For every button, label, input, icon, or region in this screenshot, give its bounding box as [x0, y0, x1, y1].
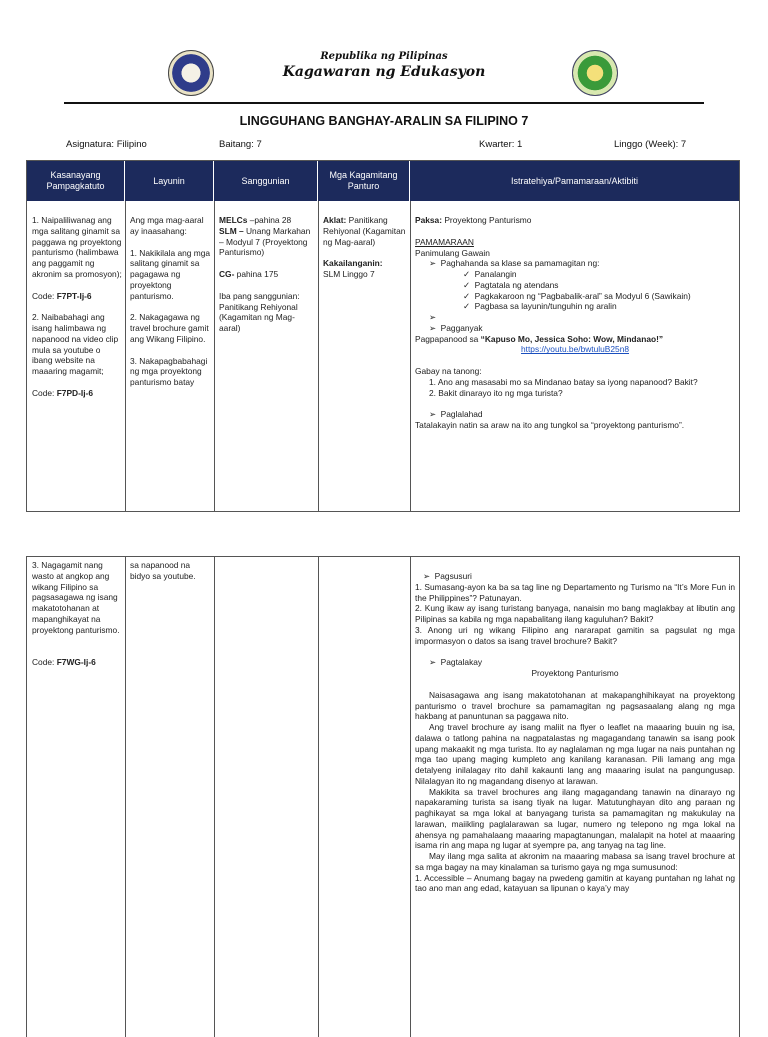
material-kailangan: SLM Linggo 7 [323, 269, 375, 279]
checklist-item: ✓ Pagtatala ng atendans [463, 279, 559, 290]
paglalahad-item: ➢ Paglalahad [429, 409, 483, 420]
discussion-paragraph: Naisasagawa ang isang makatotohanan at makapanghihikayat na proyektong panturismo o travel brochure sa pamamagitan ng pagsasaalang alang ng mga hakbang at panuntunan sa paggawa nito. [415, 689, 735, 722]
lesson-table-1 [26, 160, 740, 512]
checklist-item: ✓ Panalangin [463, 269, 517, 279]
column-divider [410, 201, 411, 511]
material-kailangan-label: Kakailanganin: [323, 258, 383, 269]
pagsusuri-question: 1. Sumasang-ayon ka ba sa tag line ng Departamento ng Turismo na “It’s More Fun in the Philippines”? Patunayan. [415, 581, 735, 603]
republic-heading: Republika ng Pilipinas [320, 51, 448, 62]
material-aklat: Aklat: Panitikang Rehiyonal (Kagamitan ng Mag-aaral) [323, 215, 406, 247]
ref-melcs: MELCs –pahina 28 [219, 215, 292, 225]
gabay-question: 1. Ano ang masasabi mo sa Mindanao batay sa iyong napanood? Bakit? [429, 376, 698, 387]
competency-3: 3. Nagagamit nang wasto at angkop ang wikang Filipino sa pagsasagawa ng isang makatotohanan at mapanghikayat na proyektong panturismo. [32, 560, 120, 635]
column-divider [318, 557, 319, 1037]
objective-2: 2. Nakagagawa ng travel brochure gamit ang Wikang Filipino. [130, 312, 209, 344]
panimulang-gawain: Panimulang Gawain [415, 247, 490, 258]
meta-linggo: Linggo (Week): 7 [614, 139, 687, 150]
competency-2-code: Code: F7PD-Ij-6 [32, 387, 93, 398]
meta-asignatura: Asignatura: Filipino [66, 139, 147, 150]
kasanayang-cell-2 [32, 560, 122, 668]
objective-intro: Ang mga mag-aaral ay inaasahang: [130, 215, 204, 236]
department-heading: Kagawaran ng Edukasyon [282, 64, 486, 80]
objective-3: 3. Nakapagbabahagi ng mga proyektong panturismo batay [130, 355, 208, 387]
column-divider [214, 557, 215, 1037]
term-item: 1. Accessible – Anumang bagay na pwedeng gamitin at kayang puntahan ng lahat ng tao ano man ang edad, katayuan sa lipunan o kaya’y may [415, 872, 735, 894]
video-link[interactable]: https://youtu.be/bwtuluB25n8 [520, 344, 630, 355]
competency-1: 1. Naipaliliwanag ang mga salitang ginamit sa paggawa ng proyektong panturismo (halimbawa ang paggamit ng akronim sa promosyon); [32, 215, 122, 279]
header-divider [64, 102, 704, 104]
blank-bullet: ➢ [429, 312, 439, 322]
header-kagamitan: Mga Kagamitang Panturo [318, 161, 410, 201]
layunin-cell-2 [130, 560, 212, 582]
objective-1: 1. Nakikilala ang mga salitang ginamit sa pagagawa ng proyektong panturismo. [130, 247, 211, 301]
column-divider [125, 557, 126, 1037]
istratehiya-cell [415, 215, 735, 431]
discussion-paragraph: May ilang mga salita at akronim na maaaring mabasa sa isang travel brochure at sa mga bagay na may kinalaman sa turismo gaya ng mga sumusunod: [415, 851, 735, 872]
istratehiya-cell-2 [415, 571, 735, 894]
pagtalakay-item: ➢ Pagtalakay [429, 657, 483, 668]
lesson-table-2 [26, 556, 740, 1037]
gabay-heading: Gabay na tanong: [415, 366, 482, 376]
ref-other: Iba pang sanggunian: Panitikang Rehiyonal (Kagamitan ng Mag-aaral) [219, 290, 300, 333]
kasanayang-cell [32, 215, 122, 399]
checklist-item: ✓ Pagbasa sa layunin/tunguhin ng aralin [463, 301, 617, 312]
header-istratehiya: Istratehiya/Pamamaraan/Aktibiti [410, 161, 739, 201]
competency-1-code: Code: F7PT-Ij-6 [32, 290, 92, 301]
kagamitan-cell [323, 215, 407, 280]
discussion-paragraph: Ang travel brochure ay isang maliit na flyer o leaflet na maaaring buuin ng isa, dalawa o tatlong pahina na nagpatalastas ng magagandang tanawin sa isang pook upang makaakit ng mga turista. Ito ay naglalaman ng mga lugar na nais puntahan ng mga tao upang maging kumpleto ang kanilang karanasan. Pili lamang ang mga detalyeng inilalagay rito dahil kakaunti lang ang maaaring isulat na pangungusap. Nilalagyan ito ng magandang disenyo at larawan. [415, 722, 735, 786]
column-divider [318, 201, 319, 511]
pagtalakay-subtitle: Proyektong Panturismo [531, 668, 619, 678]
meta-baitang: Baitang: 7 [219, 139, 262, 150]
pagsusuri-item: ➢ Pagsusuri [423, 571, 472, 581]
tatalakayin: Tatalakayin natin sa araw na ito ang tungkol sa “proyektong panturismo”. [415, 420, 685, 430]
paghahanda-item: ➢ Paghahanda sa klase sa pamamagitan ng: [429, 258, 600, 269]
checklist-item: ✓ Pagkakaroon ng “Pagbabalik-aral” sa Modyul 6 (Sawikain) [463, 290, 691, 301]
layunin-cell [130, 215, 212, 388]
objective-3-cont: sa napanood na bidyo sa youtube. [130, 560, 196, 581]
video-link-row [415, 344, 735, 355]
meta-kwarter: Kwarter: 1 [479, 139, 523, 150]
sanggunian-cell [219, 215, 315, 334]
ref-cg: CG- pahina 175 [219, 269, 279, 279]
gabay-question: 2. Bakit dinarayo ito ng mga turista? [429, 387, 563, 398]
column-divider [410, 557, 411, 1037]
pagpapanood: Pagpapanood sa “Kapuso Mo, Jessica Soho: Wow, Mindanao!” [415, 333, 664, 344]
competency-3-code: Code: F7WG-Ij-6 [32, 657, 96, 668]
header-sanggunian: Sanggunian [214, 161, 318, 201]
discussion-paragraph: Makikita sa travel brochures ang ilang magagandang tanawin na dinarayo ng napakaraming turista sa isang tiyak na lugar. Matutunghayan dito ang paraan ng paghikayat sa mga lokal at banyagang turista sa pamamagitan ng makukulay na larawan, maiikling paglalarawan sa lugar, numero ng telepono ng mga lokal na ahensya ng pamahalaang maaaring mapagtanungan, malalapit na hotel at maaaring isama rin ang mapa ng lugar at syempre pa, ang tanyag na tag line. [415, 786, 735, 851]
pagsusuri-question: 3. Anong uri ng wikang Filipino ang nararapat gamitin sa pagsulat ng mga impormasyon o datos sa isang travel brochure? Bakit? [415, 624, 735, 646]
header-kasanayang: Kasanayang Pampagkatuto [27, 161, 125, 201]
column-divider [214, 201, 215, 511]
ref-slm: SLM – Unang Markahan – Modyul 7 (Proyektong Panturismo) [219, 225, 311, 258]
header-layunin: Layunin [125, 161, 214, 201]
document-title: LINGGUHANG BANGHAY-ARALIN SA FILIPINO 7 [239, 114, 529, 128]
paksa: Paksa: Proyektong Panturismo [415, 215, 532, 225]
pamamaraan-heading: PAMAMARAAN [415, 236, 474, 247]
column-divider [125, 201, 126, 511]
pagsusuri-question: 2. Kung ikaw ay isang turistang banyaga, nanaisin mo bang maglakbay at libutin ang Pilipinas sa kabila ng mga napabalitang ilang kaguluhan? Bakit? [415, 603, 735, 624]
competency-2: 2. Naibabahagi ang isang halimbawa ng napanood na video clip mula sa youtube o ibang website na maaaring magamit; [32, 312, 119, 376]
pagganyak-item: ➢ Pagganyak [429, 322, 483, 333]
